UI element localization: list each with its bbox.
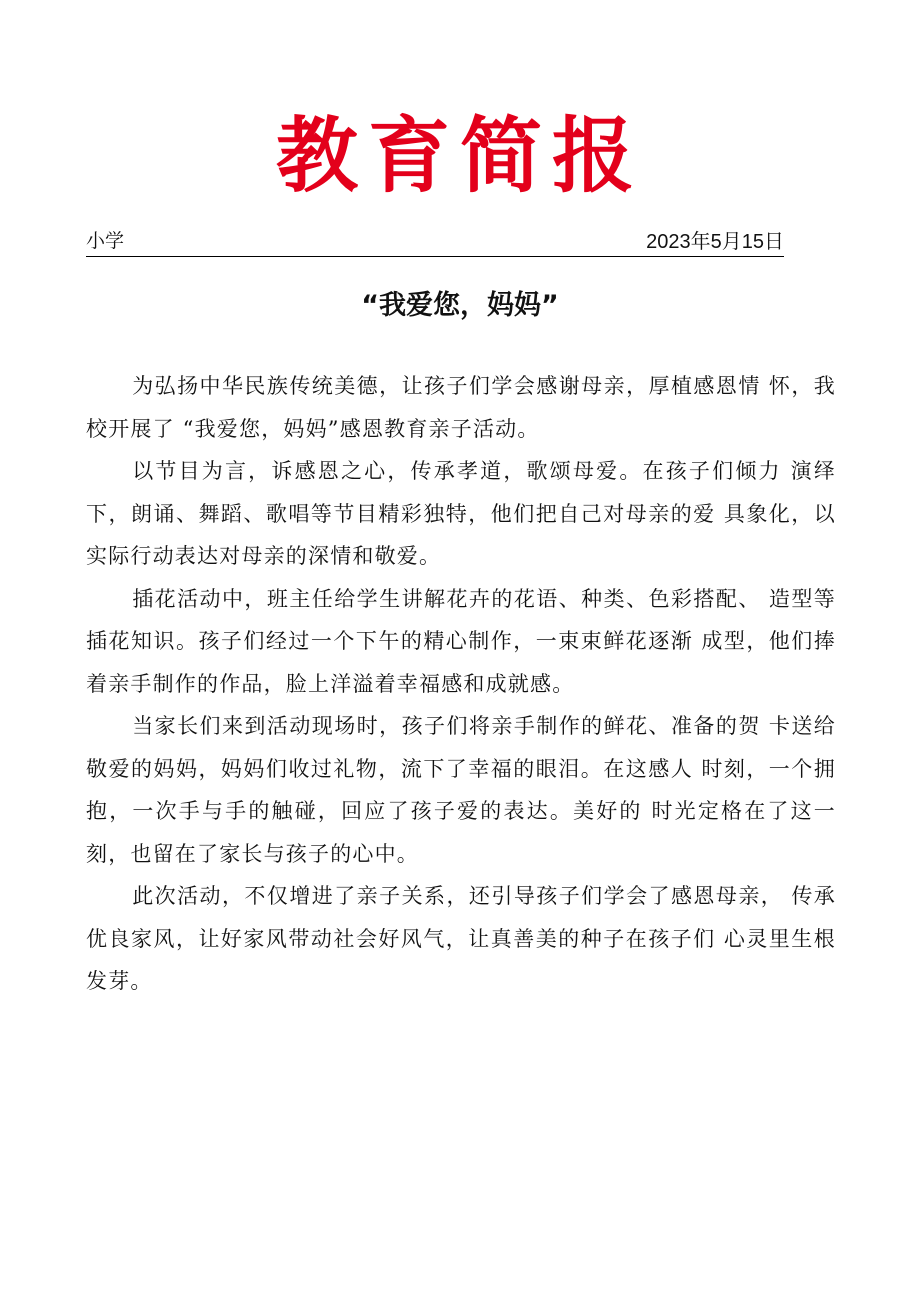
paragraph: 插花活动中，班主任给学生讲解花卉的花语、种类、色彩搭配、 造型等插花知识。孩子们经过一个下午的精心制作，一束束鲜花逐渐 成型，他们捧着亲手制作的作品，脸上洋溢着幸福感和成就感。 [86,586,836,696]
article-body [86,365,836,1003]
school-name: 小学 [86,231,125,252]
paragraph: 为弘扬中华民族传统美德，让孩子们学会感谢母亲，厚植感恩情 怀，我校开展了 “我爱您，妈妈”感恩教育亲子活动。 [86,374,836,441]
issue-info-line [86,228,784,257]
paragraph: 此次活动，不仅增进了亲子关系，还引导孩子们学会了感恩母亲， 传承优良家风，让好家风带动社会好风气，让真善美的种子在孩子们 心灵里生根发芽。 [86,884,836,993]
masthead-title: 教育简报 [275,108,644,204]
paragraph: 以节目为言，诉感恩之心，传承孝道，歌颂母爱。在孩子们倾力 演绎下，朗诵、舞蹈、歌唱等节目精彩独特，他们把自己对母亲的爱 具象化，以实际行动表达对母亲的深情和敬爱。 [86,459,836,568]
paragraph: 当家长们来到活动现场时，孩子们将亲手制作的鲜花、准备的贺 卡送给敬爱的妈妈，妈妈们收过礼物，流下了幸福的眼泪。在这感人 时刻，一个拥抱，一次手与手的触碰，回应了孩子爱的表达。美好的 时光定格在了这一刻，也留在了家长与孩子的心中。 [86,714,836,866]
issue-date: 2023年5月15日 [646,231,784,253]
article-headline: “我爱您，妈妈” [361,290,559,321]
